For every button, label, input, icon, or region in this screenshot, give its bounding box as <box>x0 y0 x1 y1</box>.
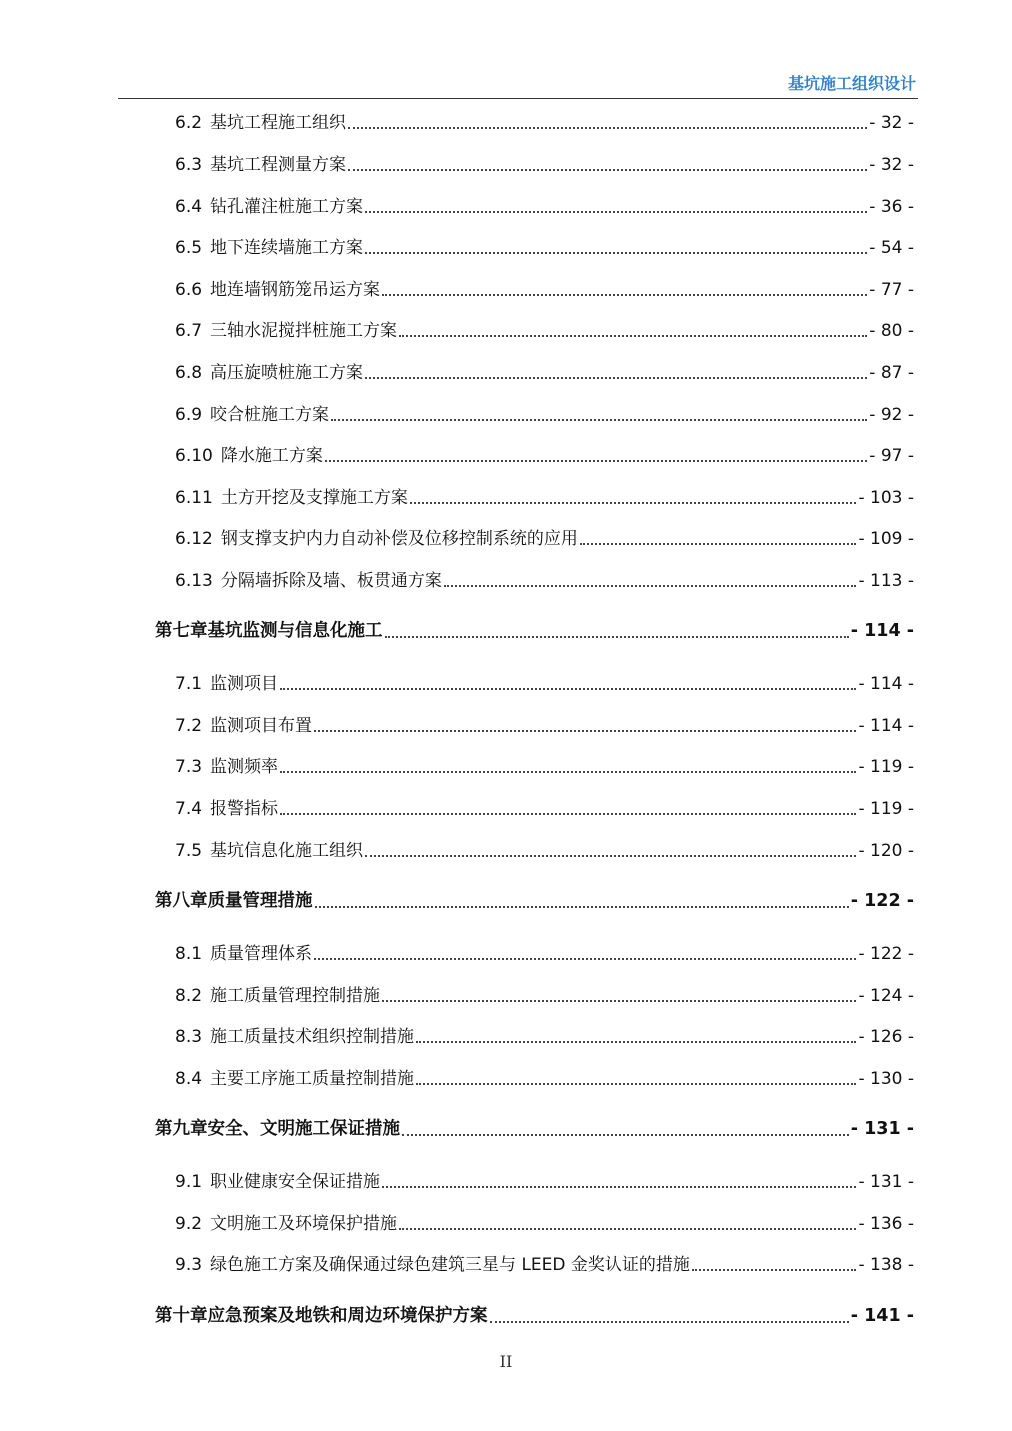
toc-entry[interactable] <box>175 150 914 175</box>
toc-entry-title: 地下连续墙施工方案 <box>210 238 364 258</box>
toc-entry-page: - 114 - <box>858 716 914 736</box>
toc-entry-title: 文明施工及环境保护措施 <box>210 1214 398 1234</box>
toc-entry-number: 6.9 <box>175 405 203 425</box>
dot-leader <box>402 1134 849 1136</box>
toc-entry-title: 钻孔灌注桩施工方案 <box>210 197 364 217</box>
toc-entry-number: 7.3 <box>175 757 203 777</box>
dot-leader <box>314 958 856 960</box>
dot-leader <box>348 127 867 129</box>
toc-entry-page: - 114 - <box>850 621 914 641</box>
toc-entry-page: - 77 - <box>869 280 914 300</box>
toc-entry-page: - 141 - <box>850 1306 914 1326</box>
toc-entry-title: 质量管理体系 <box>210 944 313 964</box>
toc-chapter-entry[interactable] <box>155 1302 914 1327</box>
toc-entry[interactable] <box>175 669 914 694</box>
toc-entry-page: - 54 - <box>869 238 914 258</box>
toc-entry-number: 7.2 <box>175 716 203 736</box>
toc-entry-number: 6.12 <box>175 529 213 549</box>
toc-entry-page: - 136 - <box>858 1214 914 1234</box>
toc-entry-title: 绿色施工方案及确保通过绿色建筑三星与 LEED 金奖认证的措施 <box>210 1255 690 1275</box>
toc-entry[interactable] <box>175 939 914 964</box>
toc-entry-title: 降水施工方案 <box>220 446 323 466</box>
toc-entry[interactable] <box>175 752 914 777</box>
dot-leader <box>399 1228 856 1230</box>
toc-entry-number: 7.4 <box>175 799 203 819</box>
toc-entry[interactable] <box>175 566 914 591</box>
dot-leader <box>280 771 856 773</box>
toc-entry-title: 分隔墙拆除及墙、板贯通方案 <box>220 571 442 591</box>
dot-leader <box>280 813 856 815</box>
toc-entry-title: 咬合桩施工方案 <box>210 405 330 425</box>
toc-entry[interactable] <box>175 836 914 861</box>
toc-entry-page: - 130 - <box>858 1069 914 1089</box>
toc-entry[interactable] <box>175 711 914 736</box>
toc-entry-page: - 126 - <box>858 1027 914 1047</box>
toc-entry-title: 报警指标 <box>210 799 279 819</box>
dot-leader <box>416 1083 856 1085</box>
toc-entry-number: 8.3 <box>175 1027 203 1047</box>
toc-entry-number: 6.10 <box>175 446 213 466</box>
toc-entry-page: - 32 - <box>869 155 914 175</box>
toc-entry[interactable] <box>175 794 914 819</box>
dot-leader <box>314 730 856 732</box>
toc-entry-title: 钢支撑支护内力自动补偿及位移控制系统的应用 <box>220 529 578 549</box>
toc-entry[interactable] <box>175 316 914 341</box>
dot-leader <box>410 502 857 504</box>
toc-entry-page: - 120 - <box>858 841 914 861</box>
toc-entry-number: 8.1 <box>175 944 203 964</box>
toc-entry-number: 7.5 <box>175 841 203 861</box>
toc-entry-page: - 92 - <box>869 405 914 425</box>
toc-entry-page: - 122 - <box>858 944 914 964</box>
toc-entry[interactable] <box>175 1250 914 1275</box>
dot-leader <box>325 460 867 462</box>
toc-entry[interactable] <box>175 524 914 549</box>
toc-entry-page: - 32 - <box>869 113 914 133</box>
dot-leader <box>385 636 849 638</box>
dot-leader <box>692 1269 857 1271</box>
toc-entry-number: 6.11 <box>175 488 213 508</box>
toc-entry[interactable] <box>175 233 914 258</box>
dot-leader <box>382 1000 856 1002</box>
dot-leader <box>382 294 867 296</box>
toc-entry-title: 基坑信息化施工组织 <box>210 841 364 861</box>
toc-entry-page: - 114 - <box>858 674 914 694</box>
toc-entry[interactable] <box>175 483 914 508</box>
toc-entry-page: - 103 - <box>858 488 914 508</box>
toc-entry-title: 第十章应急预案及地铁和周边环境保护方案 <box>155 1306 488 1326</box>
toc-entry-page: - 36 - <box>869 197 914 217</box>
toc-entry[interactable] <box>175 441 914 466</box>
toc-entry-title: 监测项目布置 <box>210 716 313 736</box>
toc-entry-title: 监测频率 <box>210 757 279 777</box>
toc-entry[interactable] <box>175 108 914 133</box>
toc-entry-number: 8.2 <box>175 986 203 1006</box>
toc-entry-title: 第九章安全、文明施工保证措施 <box>155 1119 400 1139</box>
toc-entry-number: 6.13 <box>175 571 213 591</box>
dot-leader <box>580 543 857 545</box>
toc-entry-page: - 113 - <box>858 571 914 591</box>
toc-entry-page: - 87 - <box>869 363 914 383</box>
toc-entry[interactable] <box>175 1209 914 1234</box>
dot-leader <box>365 855 856 857</box>
toc-entry[interactable] <box>175 400 914 425</box>
toc-entry-page: - 131 - <box>850 1119 914 1139</box>
dot-leader <box>490 1321 849 1323</box>
toc-entry-number: 6.8 <box>175 363 203 383</box>
toc-entry-title: 第八章质量管理措施 <box>155 891 313 911</box>
toc-chapter-entry[interactable] <box>155 1115 914 1140</box>
toc-entry-page: - 138 - <box>858 1255 914 1275</box>
toc-entry[interactable] <box>175 192 914 217</box>
toc-entry-number: 6.3 <box>175 155 203 175</box>
toc-entry-number: 9.3 <box>175 1255 203 1275</box>
toc-entry[interactable] <box>175 275 914 300</box>
toc-entry-page: - 131 - <box>858 1172 914 1192</box>
toc-entry-page: - 122 - <box>850 891 914 911</box>
toc-entry-title: 三轴水泥搅拌桩施工方案 <box>210 321 398 341</box>
toc-entry-page: - 119 - <box>858 757 914 777</box>
header-title: 基坑施工组织设计 <box>787 74 916 93</box>
toc-entry-number: 6.4 <box>175 197 203 217</box>
toc-entry-number: 6.5 <box>175 238 203 258</box>
toc-entry-page: - 119 - <box>858 799 914 819</box>
toc-entry-title: 施工质量管理控制措施 <box>210 986 381 1006</box>
toc-entry-number: 8.4 <box>175 1069 203 1089</box>
toc-entry-page: - 109 - <box>858 529 914 549</box>
toc-entry[interactable] <box>175 1167 914 1192</box>
toc-entry-number: 9.2 <box>175 1214 203 1234</box>
toc-entry-number: 6.6 <box>175 280 203 300</box>
toc-entry[interactable] <box>175 981 914 1006</box>
toc-entry-title: 土方开挖及支撑施工方案 <box>220 488 408 508</box>
toc-entry-title: 职业健康安全保证措施 <box>210 1172 381 1192</box>
dot-leader <box>365 377 867 379</box>
toc-entry-page: - 80 - <box>869 321 914 341</box>
dot-leader <box>331 419 867 421</box>
toc-chapter-entry[interactable] <box>155 617 914 642</box>
toc-chapter-entry[interactable] <box>155 887 914 912</box>
toc-entry-number: 9.1 <box>175 1172 203 1192</box>
dot-leader <box>315 906 849 908</box>
toc-entry-number: 7.1 <box>175 674 203 694</box>
toc-entry-title: 基坑工程施工组织 <box>210 113 347 133</box>
toc-entry-title: 基坑工程测量方案 <box>210 155 347 175</box>
dot-leader <box>382 1186 856 1188</box>
toc-entry[interactable] <box>175 1064 914 1089</box>
dot-leader <box>365 252 867 254</box>
dot-leader <box>416 1041 856 1043</box>
toc-entry[interactable] <box>175 358 914 383</box>
toc-entry-title: 监测项目 <box>210 674 279 694</box>
toc-entry-title: 施工质量技术组织控制措施 <box>210 1027 415 1047</box>
toc-entry-title: 主要工序施工质量控制措施 <box>210 1069 415 1089</box>
dot-leader <box>348 169 867 171</box>
page-number: II <box>499 1352 513 1371</box>
toc-entry-number: 6.2 <box>175 113 203 133</box>
dot-leader <box>444 585 857 587</box>
dot-leader <box>365 211 867 213</box>
toc-entry-title: 高压旋喷桩施工方案 <box>210 363 364 383</box>
dot-leader <box>399 335 867 337</box>
toc-entry-title: 地连墙钢筋笼吊运方案 <box>210 280 381 300</box>
page-header <box>118 72 918 99</box>
toc-entry-title: 第七章基坑监测与信息化施工 <box>155 621 383 641</box>
toc-entry-number: 6.7 <box>175 321 203 341</box>
dot-leader <box>280 688 856 690</box>
toc-entry-page: - 97 - <box>869 446 914 466</box>
toc-entry-page: - 124 - <box>858 986 914 1006</box>
toc-entry[interactable] <box>175 1022 914 1047</box>
